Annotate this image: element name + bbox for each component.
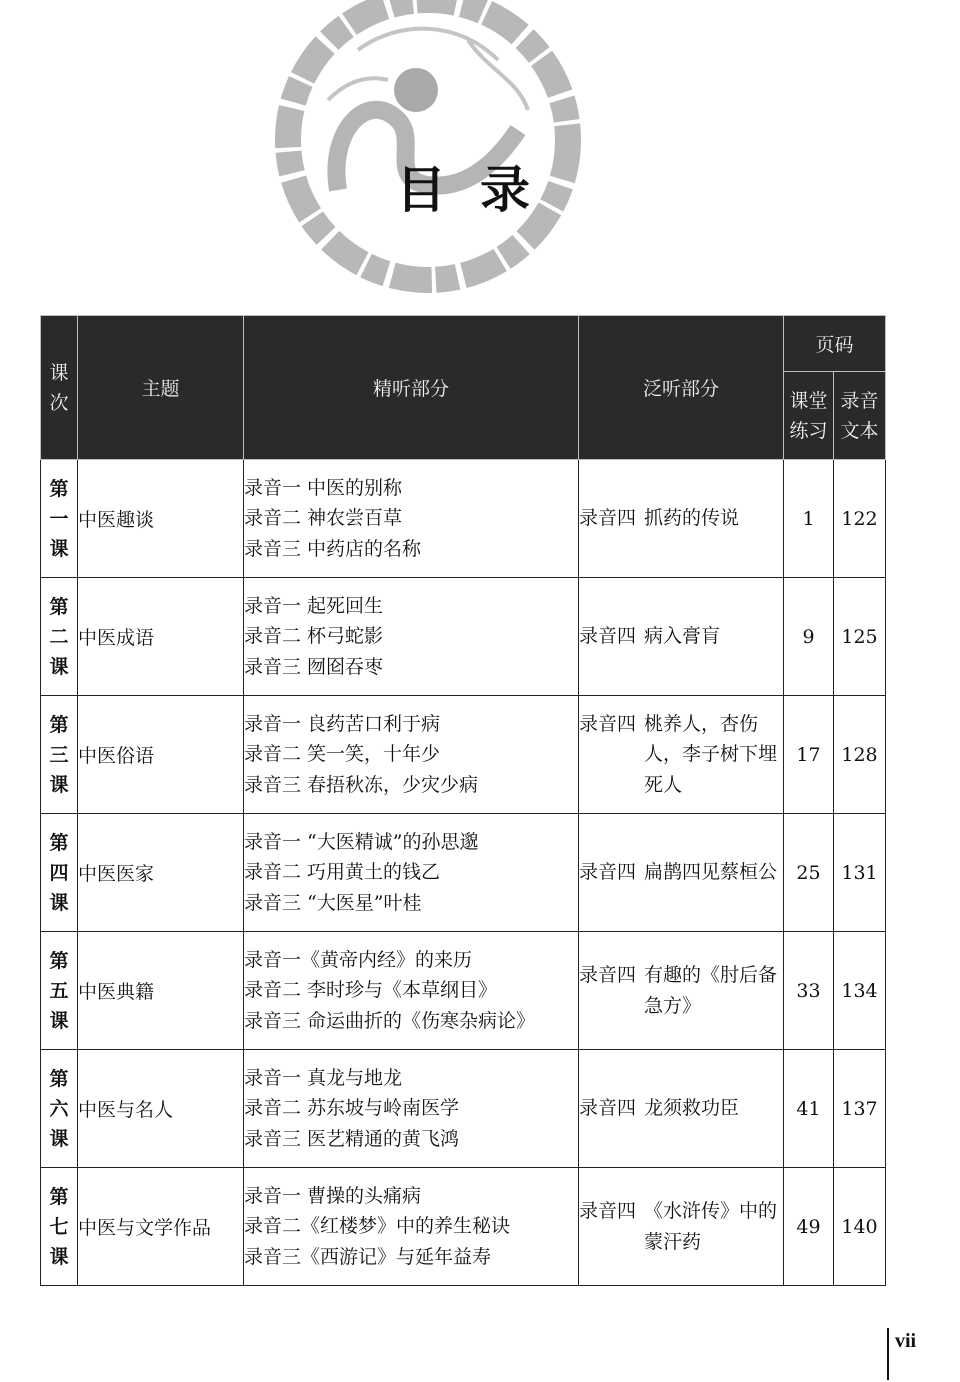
lesson-theme: 中医与名人 — [78, 1050, 244, 1168]
lesson-number: 第四课 — [41, 814, 78, 932]
extensive-listening: 录音四 扁鹊四见蔡桓公 — [579, 814, 784, 932]
header-transcript: 录音文本 — [834, 372, 886, 460]
table-row — [41, 814, 886, 932]
page-title: 目录 — [396, 160, 564, 219]
exercise-page: 49 — [784, 1168, 834, 1286]
transcript-page: 137 — [834, 1050, 886, 1168]
exercise-page: 9 — [784, 578, 834, 696]
extensive-listening: 录音四 桃养人，杏伤人，李子树下埋死人 — [579, 696, 784, 814]
exercise-page: 17 — [784, 696, 834, 814]
header-extensive: 泛听部分 — [579, 316, 784, 460]
contents-table — [40, 315, 886, 1286]
intensive-listening: 录音一《黄帝内经》的来历 录音二 李时珍与《本草纲目》 录音三 命运曲折的《伤寒杂病论》 — [244, 932, 579, 1050]
table-row — [41, 932, 886, 1050]
header-pages: 页码 — [784, 316, 886, 372]
transcript-page: 131 — [834, 814, 886, 932]
intensive-listening: 录音一 良药苦口利于病 录音二 笑一笑，十年少 录音三 春捂秋冻，少灾少病 — [244, 696, 579, 814]
exercise-page: 25 — [784, 814, 834, 932]
extensive-listening: 录音四 龙须救功臣 — [579, 1050, 784, 1168]
extensive-listening: 录音四 病入膏肓 — [579, 578, 784, 696]
lesson-number: 第七课 — [41, 1168, 78, 1286]
lesson-number: 第六课 — [41, 1050, 78, 1168]
lesson-number: 第一课 — [41, 460, 78, 578]
extensive-listening: 录音四 有趣的《肘后备急方》 — [579, 932, 784, 1050]
table-row — [41, 696, 886, 814]
lesson-number: 第三课 — [41, 696, 78, 814]
lesson-theme: 中医成语 — [78, 578, 244, 696]
table-row — [41, 1168, 886, 1286]
intensive-listening: 录音一 “大医精诚”的孙思邈 录音二 巧用黄土的钱乙 录音三 “大医星”叶桂 — [244, 814, 579, 932]
transcript-page: 140 — [834, 1168, 886, 1286]
header-lesson: 课次 — [41, 316, 78, 460]
lesson-theme: 中医典籍 — [78, 932, 244, 1050]
extensive-listening: 录音四 抓药的传说 — [579, 460, 784, 578]
lesson-theme: 中医趣谈 — [78, 460, 244, 578]
transcript-page: 125 — [834, 578, 886, 696]
exercise-page: 33 — [784, 932, 834, 1050]
lesson-theme: 中医医家 — [78, 814, 244, 932]
table-row — [41, 1050, 886, 1168]
lesson-number: 第二课 — [41, 578, 78, 696]
lesson-theme: 中医与文学作品 — [78, 1168, 244, 1286]
intensive-listening: 录音一 真龙与地龙 录音二 苏东坡与岭南医学 录音三 医艺精通的黄飞鸿 — [244, 1050, 579, 1168]
table-row — [41, 578, 886, 696]
transcript-page: 122 — [834, 460, 886, 578]
header-exercise: 课堂练习 — [784, 372, 834, 460]
exercise-page: 1 — [784, 460, 834, 578]
header-theme: 主题 — [78, 316, 244, 460]
intensive-listening: 录音一 中医的别称 录音二 神农尝百草 录音三 中药店的名称 — [244, 460, 579, 578]
lesson-number: 第五课 — [41, 932, 78, 1050]
header-intensive: 精听部分 — [244, 316, 579, 460]
transcript-page: 134 — [834, 932, 886, 1050]
intensive-listening: 录音一 曹操的头痛病 录音二《红楼梦》中的养生秘诀 录音三《西游记》与延年益寿 — [244, 1168, 579, 1286]
page-number: vii — [887, 1328, 916, 1380]
table-row — [41, 460, 886, 578]
intensive-listening: 录音一 起死回生 录音二 杯弓蛇影 录音三 囫囵吞枣 — [244, 578, 579, 696]
transcript-page: 128 — [834, 696, 886, 814]
extensive-listening: 录音四 《水浒传》中的蒙汗药 — [579, 1168, 784, 1286]
exercise-page: 41 — [784, 1050, 834, 1168]
lesson-theme: 中医俗语 — [78, 696, 244, 814]
